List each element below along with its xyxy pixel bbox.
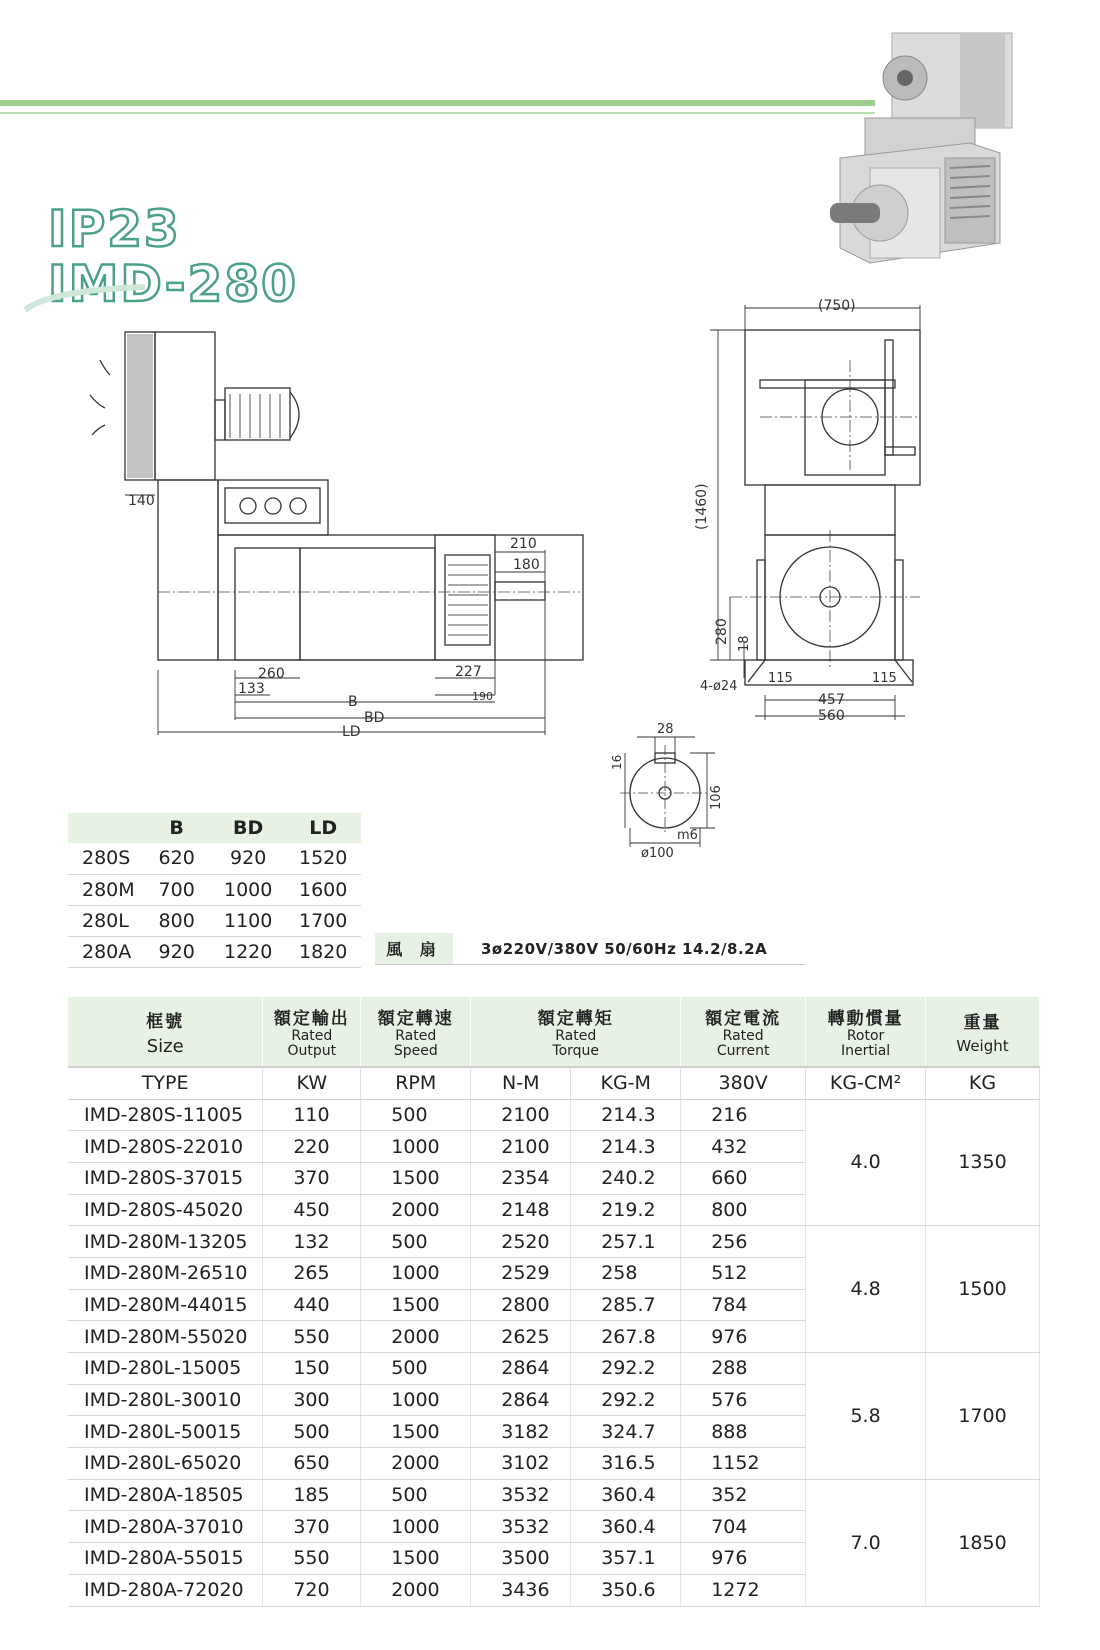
torque-kgm: 267.8 bbox=[571, 1321, 681, 1353]
unit-rpm: RPM bbox=[361, 1067, 471, 1099]
torque-nm: 2100 bbox=[471, 1099, 571, 1131]
rated-current: 432 bbox=[681, 1131, 806, 1163]
torque-kgm: 350.6 bbox=[571, 1574, 681, 1606]
rated-current: 976 bbox=[681, 1543, 806, 1575]
dim-ld: LD bbox=[342, 724, 361, 740]
rated-current: 1272 bbox=[681, 1574, 806, 1606]
rated-output: 550 bbox=[263, 1543, 361, 1575]
rated-speed: 2000 bbox=[361, 1321, 471, 1353]
header-output-en2: Output bbox=[287, 1043, 337, 1059]
dim-260: 260 bbox=[258, 666, 285, 682]
rated-current: 352 bbox=[681, 1479, 806, 1511]
model-type: IMD-280S-22010 bbox=[68, 1131, 263, 1163]
rated-output: 220 bbox=[263, 1131, 361, 1163]
dim-b-value: 700 bbox=[143, 874, 211, 905]
rated-speed: 1000 bbox=[361, 1257, 471, 1289]
torque-kgm: 257.1 bbox=[571, 1226, 681, 1258]
dim-m6: m6 bbox=[677, 828, 698, 843]
rated-output: 500 bbox=[263, 1416, 361, 1448]
header-current-en1: Rated bbox=[722, 1028, 764, 1044]
weight: 1700 bbox=[926, 1353, 1040, 1480]
spec-table-body bbox=[68, 1099, 1040, 1606]
model-type: IMD-280S-37015 bbox=[68, 1162, 263, 1194]
dim-18: 18 bbox=[737, 635, 752, 652]
header-rule bbox=[0, 100, 875, 106]
rated-speed: 1500 bbox=[361, 1543, 471, 1575]
rated-current: 512 bbox=[681, 1257, 806, 1289]
rotor-inertia: 4.8 bbox=[806, 1226, 926, 1353]
dim-ld-value: 1600 bbox=[286, 874, 361, 905]
torque-nm: 2529 bbox=[471, 1257, 571, 1289]
weight: 1850 bbox=[926, 1479, 1040, 1606]
table-row bbox=[68, 905, 361, 936]
torque-kgm: 258 bbox=[571, 1257, 681, 1289]
torque-kgm: 292.2 bbox=[571, 1384, 681, 1416]
dim-180: 180 bbox=[513, 557, 540, 573]
rated-output: 110 bbox=[263, 1099, 361, 1131]
torque-kgm: 316.5 bbox=[571, 1448, 681, 1480]
header-torque bbox=[471, 997, 681, 1067]
side-view-drawing bbox=[80, 320, 590, 780]
dim-ld-value: 1700 bbox=[286, 905, 361, 936]
rated-current: 216 bbox=[681, 1099, 806, 1131]
dim-holes: 4-ø24 bbox=[700, 679, 738, 694]
rated-current: 288 bbox=[681, 1353, 806, 1385]
weight: 1500 bbox=[926, 1226, 1040, 1353]
spec-header-row bbox=[68, 997, 1040, 1067]
rated-output: 150 bbox=[263, 1353, 361, 1385]
rated-current: 888 bbox=[681, 1416, 806, 1448]
torque-nm: 2354 bbox=[471, 1162, 571, 1194]
rated-output: 720 bbox=[263, 1574, 361, 1606]
model-type: IMD-280M-13205 bbox=[68, 1226, 263, 1258]
dim-457: 457 bbox=[818, 692, 845, 708]
unit-voltage: 380V bbox=[681, 1067, 806, 1099]
rated-output: 265 bbox=[263, 1257, 361, 1289]
spec-table bbox=[68, 997, 1040, 1607]
rated-output: 370 bbox=[263, 1162, 361, 1194]
torque-nm: 3436 bbox=[471, 1574, 571, 1606]
dim-frame: 280L bbox=[68, 905, 143, 936]
header-weight-zh: 重量 bbox=[963, 1013, 1002, 1033]
model-type: IMD-280A-55015 bbox=[68, 1543, 263, 1575]
torque-kgm: 357.1 bbox=[571, 1543, 681, 1575]
rated-speed: 2000 bbox=[361, 1194, 471, 1226]
table-row bbox=[68, 1226, 1040, 1258]
header-size bbox=[68, 997, 263, 1067]
motor-photo bbox=[830, 28, 1040, 278]
dim-bd-value: 1100 bbox=[211, 905, 286, 936]
header-weight bbox=[926, 997, 1040, 1067]
dim-frame: 280A bbox=[68, 936, 143, 967]
rated-speed: 1500 bbox=[361, 1416, 471, 1448]
torque-nm: 2800 bbox=[471, 1289, 571, 1321]
header-inertia-en2: Inertial bbox=[840, 1043, 891, 1059]
torque-nm: 3182 bbox=[471, 1416, 571, 1448]
dim-100: ø100 bbox=[641, 846, 674, 861]
model-type: IMD-280L-50015 bbox=[68, 1416, 263, 1448]
model-type: IMD-280A-18505 bbox=[68, 1479, 263, 1511]
dim-115-right: 115 bbox=[872, 671, 897, 686]
rated-current: 660 bbox=[681, 1162, 806, 1194]
dim-210: 210 bbox=[510, 536, 537, 552]
dim-280: 280 bbox=[714, 618, 730, 645]
torque-kgm: 240.2 bbox=[571, 1162, 681, 1194]
model-type: IMD-280S-45020 bbox=[68, 1194, 263, 1226]
header-speed-en1: Rated bbox=[395, 1028, 437, 1044]
dim-bd-value: 920 bbox=[211, 843, 286, 874]
dim-140: 140 bbox=[128, 493, 155, 509]
rated-output: 450 bbox=[263, 1194, 361, 1226]
torque-nm: 3102 bbox=[471, 1448, 571, 1480]
rated-speed: 1500 bbox=[361, 1162, 471, 1194]
rated-speed: 1000 bbox=[361, 1131, 471, 1163]
rated-output: 440 bbox=[263, 1289, 361, 1321]
dim-b-value: 920 bbox=[143, 936, 211, 967]
fan-label: 風 扇 bbox=[375, 933, 453, 964]
dim-header-b: B bbox=[143, 813, 211, 843]
header-speed bbox=[361, 997, 471, 1067]
table-row bbox=[68, 936, 361, 967]
header-output-zh: 額定輸出 bbox=[273, 1009, 350, 1029]
rated-current: 784 bbox=[681, 1289, 806, 1321]
torque-kgm: 219.2 bbox=[571, 1194, 681, 1226]
header-rule-thin bbox=[0, 112, 875, 114]
dim-bd: BD bbox=[364, 710, 385, 726]
header-output-en1: Rated bbox=[291, 1028, 333, 1044]
torque-nm: 2148 bbox=[471, 1194, 571, 1226]
rotor-inertia: 5.8 bbox=[806, 1353, 926, 1480]
rated-current: 256 bbox=[681, 1226, 806, 1258]
torque-kgm: 285.7 bbox=[571, 1289, 681, 1321]
rated-current: 1152 bbox=[681, 1448, 806, 1480]
torque-nm: 3532 bbox=[471, 1511, 571, 1543]
torque-kgm: 214.3 bbox=[571, 1131, 681, 1163]
model-type: IMD-280S-11005 bbox=[68, 1099, 263, 1131]
dim-190: 190 bbox=[472, 690, 493, 703]
dim-16: 16 bbox=[610, 754, 624, 770]
rated-speed: 500 bbox=[361, 1479, 471, 1511]
rotor-inertia: 7.0 bbox=[806, 1479, 926, 1606]
dim-header-ld: LD bbox=[286, 813, 361, 843]
unit-kgcm2: KG-CM² bbox=[806, 1067, 926, 1099]
table-row bbox=[68, 874, 361, 905]
torque-nm: 3500 bbox=[471, 1543, 571, 1575]
dim-header-bd: BD bbox=[211, 813, 286, 843]
rated-output: 550 bbox=[263, 1321, 361, 1353]
dim-frame: 280S bbox=[68, 843, 143, 874]
weight: 1350 bbox=[926, 1099, 1040, 1226]
unit-nm: N-M bbox=[471, 1067, 571, 1099]
torque-nm: 2520 bbox=[471, 1226, 571, 1258]
rated-output: 185 bbox=[263, 1479, 361, 1511]
dim-bd-value: 1220 bbox=[211, 936, 286, 967]
header-speed-en2: Speed bbox=[393, 1043, 438, 1059]
table-row bbox=[68, 1479, 1040, 1511]
header-current-en2: Current bbox=[716, 1043, 770, 1059]
rated-current: 576 bbox=[681, 1384, 806, 1416]
torque-kgm: 292.2 bbox=[571, 1353, 681, 1385]
dim-28: 28 bbox=[657, 722, 674, 737]
header-current-zh: 額定電流 bbox=[705, 1009, 782, 1029]
header-size-en: Size bbox=[146, 1035, 184, 1057]
header-output bbox=[263, 997, 361, 1067]
dim-bd-value: 1000 bbox=[211, 874, 286, 905]
torque-nm: 2864 bbox=[471, 1353, 571, 1385]
torque-nm: 2864 bbox=[471, 1384, 571, 1416]
table-row bbox=[68, 1353, 1040, 1385]
dim-b-value: 620 bbox=[143, 843, 211, 874]
end-view-drawing bbox=[694, 298, 1030, 740]
dim-ld-value: 1820 bbox=[286, 936, 361, 967]
model-type: IMD-280M-55020 bbox=[68, 1321, 263, 1353]
header-weight-en: Weight bbox=[956, 1037, 1009, 1055]
rated-output: 132 bbox=[263, 1226, 361, 1258]
rated-speed: 1000 bbox=[361, 1511, 471, 1543]
header-current bbox=[681, 997, 806, 1067]
model-type: IMD-280A-37010 bbox=[68, 1511, 263, 1543]
dim-b: B bbox=[348, 694, 358, 710]
table-row bbox=[68, 1099, 1040, 1131]
dim-106: 106 bbox=[709, 785, 724, 810]
rated-speed: 500 bbox=[361, 1099, 471, 1131]
model-type: IMD-280L-15005 bbox=[68, 1353, 263, 1385]
rated-current: 800 bbox=[681, 1194, 806, 1226]
dim-133: 133 bbox=[238, 681, 265, 697]
rated-output: 370 bbox=[263, 1511, 361, 1543]
header-torque-zh: 額定轉矩 bbox=[537, 1009, 614, 1029]
rated-speed: 2000 bbox=[361, 1574, 471, 1606]
header-speed-zh: 額定轉速 bbox=[377, 1009, 454, 1029]
model-type: IMD-280M-26510 bbox=[68, 1257, 263, 1289]
dimension-table-header bbox=[68, 813, 361, 843]
spec-units-row bbox=[68, 1067, 1040, 1099]
header-size-zh: 框號 bbox=[146, 1011, 185, 1032]
dimension-table bbox=[68, 813, 361, 968]
title-model: IMD-280 bbox=[48, 255, 298, 313]
torque-kgm: 214.3 bbox=[571, 1099, 681, 1131]
fan-spec: 3ø220V/380V 50/60Hz 14.2/8.2A bbox=[481, 939, 768, 958]
table-row bbox=[68, 843, 361, 874]
torque-nm: 2100 bbox=[471, 1131, 571, 1163]
torque-kgm: 324.7 bbox=[571, 1416, 681, 1448]
rated-speed: 1000 bbox=[361, 1384, 471, 1416]
rated-speed: 500 bbox=[361, 1353, 471, 1385]
unit-kgm: KG-M bbox=[571, 1067, 681, 1099]
unit-kw: KW bbox=[263, 1067, 361, 1099]
title-protection: IP23 bbox=[48, 200, 181, 258]
model-type: IMD-280M-44015 bbox=[68, 1289, 263, 1321]
header-torque-en1: Rated bbox=[555, 1028, 597, 1044]
header-torque-en2: Torque bbox=[552, 1043, 600, 1059]
torque-nm: 3532 bbox=[471, 1479, 571, 1511]
rated-current: 976 bbox=[681, 1321, 806, 1353]
shaft-section-drawing bbox=[610, 715, 735, 865]
rotor-inertia: 4.0 bbox=[806, 1099, 926, 1226]
dim-frame: 280M bbox=[68, 874, 143, 905]
model-type: IMD-280A-72020 bbox=[68, 1574, 263, 1606]
rated-output: 300 bbox=[263, 1384, 361, 1416]
torque-kgm: 360.4 bbox=[571, 1479, 681, 1511]
model-type: IMD-280L-30010 bbox=[68, 1384, 263, 1416]
dim-115-left: 115 bbox=[768, 671, 793, 686]
dim-750: (750) bbox=[818, 298, 856, 314]
header-inertia-zh: 轉動慣量 bbox=[827, 1009, 904, 1029]
dim-1460: (1460) bbox=[694, 483, 710, 530]
rated-speed: 500 bbox=[361, 1226, 471, 1258]
fan-spec-box bbox=[375, 933, 805, 965]
model-type: IMD-280L-65020 bbox=[68, 1448, 263, 1480]
rated-output: 650 bbox=[263, 1448, 361, 1480]
unit-kg: KG bbox=[926, 1067, 1040, 1099]
title-swoosh bbox=[20, 285, 150, 315]
rated-speed: 1500 bbox=[361, 1289, 471, 1321]
dim-b-value: 800 bbox=[143, 905, 211, 936]
dim-227: 227 bbox=[455, 664, 482, 680]
header-inertia bbox=[806, 997, 926, 1067]
rated-current: 704 bbox=[681, 1511, 806, 1543]
dim-header-blank bbox=[68, 813, 143, 843]
dim-ld-value: 1520 bbox=[286, 843, 361, 874]
rated-speed: 2000 bbox=[361, 1448, 471, 1480]
header-inertia-en1: Rotor bbox=[846, 1028, 885, 1044]
torque-kgm: 360.4 bbox=[571, 1511, 681, 1543]
torque-nm: 2625 bbox=[471, 1321, 571, 1353]
dim-560: 560 bbox=[818, 708, 845, 724]
unit-type: TYPE bbox=[68, 1067, 263, 1099]
